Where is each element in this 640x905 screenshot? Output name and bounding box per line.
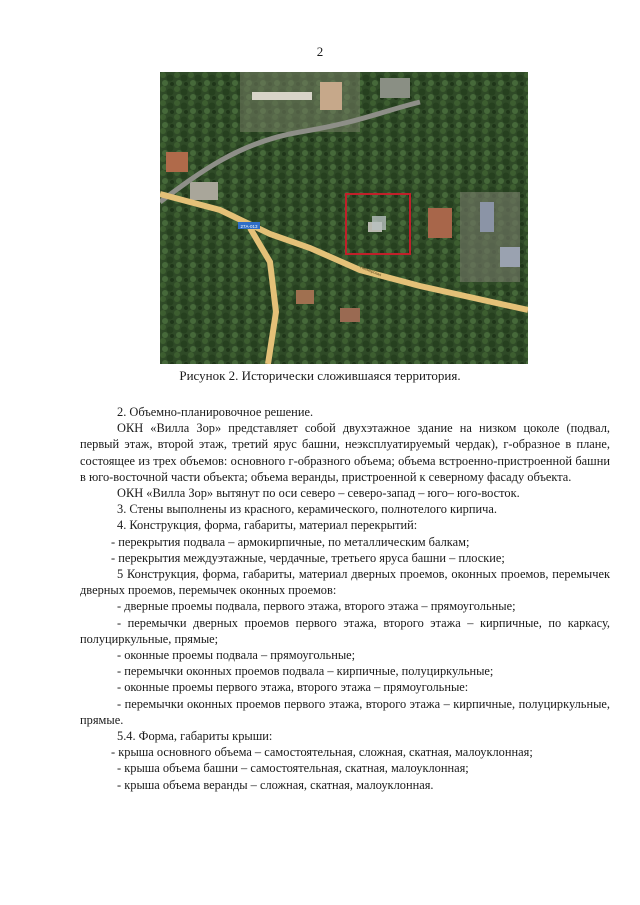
page-number: 2 [316,44,324,59]
paragraph: ОКН «Вилла Зор» вытянут по оси северо – северо-запад – юго– юго-восток. [117,486,520,501]
list-item: - дверные проемы подвала, первого этажа, второго этажа – прямоугольные; [117,599,516,614]
list-item: - перемычки оконных проемов первого этажа, второго этажа – кирпичные, полуциркульные, прямые. [80,696,610,727]
road-sign-label: 27А-013 [240,224,258,229]
section-heading: 4. Конструкция, форма, габариты, материал перекрытий: [117,518,418,533]
list-item: - оконные проемы подвала – прямоугольные; [117,648,356,663]
section-heading: 5 Конструкция, форма, габариты, материал дверных проемов, оконных проемов, перемычек дверных проемов, перемычек оконных проемов: [80,567,610,598]
road-name-label: Пионерская [359,264,383,278]
list-item: - крыша объема веранды – сложная, скатная, малоуклонная. [117,777,434,792]
list-item: - оконные проемы первого этажа, второго этажа – прямоугольные: [117,680,469,695]
body-text [80,404,610,793]
section-heading: 2. Объемно-планировочное решение. [117,405,314,419]
list-item: - перемычки оконных проемов подвала – кирпичные, полуциркульные; [117,664,494,679]
list-item: - перекрытия подвала – армокирпичные, по металлическим балкам; [111,534,470,549]
aerial-map-image [160,72,528,364]
villa-building [372,216,386,230]
paragraph: 3. Стены выполнены из красного, керамического, полнотелого кирпича. [117,502,497,517]
list-item: - перемычки дверных проемов первого этажа, второго этажа – кирпичные, по каркасу, полуциркульные, прямые; [80,615,610,646]
list-item: - крыша основного объема – самостоятельная, сложная, скатная, малоуклонная; [111,745,533,760]
figure-caption: Рисунок 2. Исторически сложившаяся территория. [179,368,461,383]
list-item: - крыша объема башни – самостоятельная, скатная, малоуклонная; [117,761,469,776]
section-heading: 5.4. Форма, габариты крыши: [117,729,273,744]
list-item: - перекрытия междуэтажные, чердачные, третьего яруса башни – плоские; [111,550,505,565]
paragraph: ОКН «Вилла Зор» представляет собой двухэтажное здание на низком цоколе (подвал, первый этаж, второй этаж, третий ярус башни, неэксплуатируемый чердак), г-образное в плане, состоящее из трех объемов: основного г-образного объема; объема встроенно-пристроенной башни в юго-восточной части объекта; объема веранды, пристроенной к северному фасаду объекта. [80,421,610,484]
